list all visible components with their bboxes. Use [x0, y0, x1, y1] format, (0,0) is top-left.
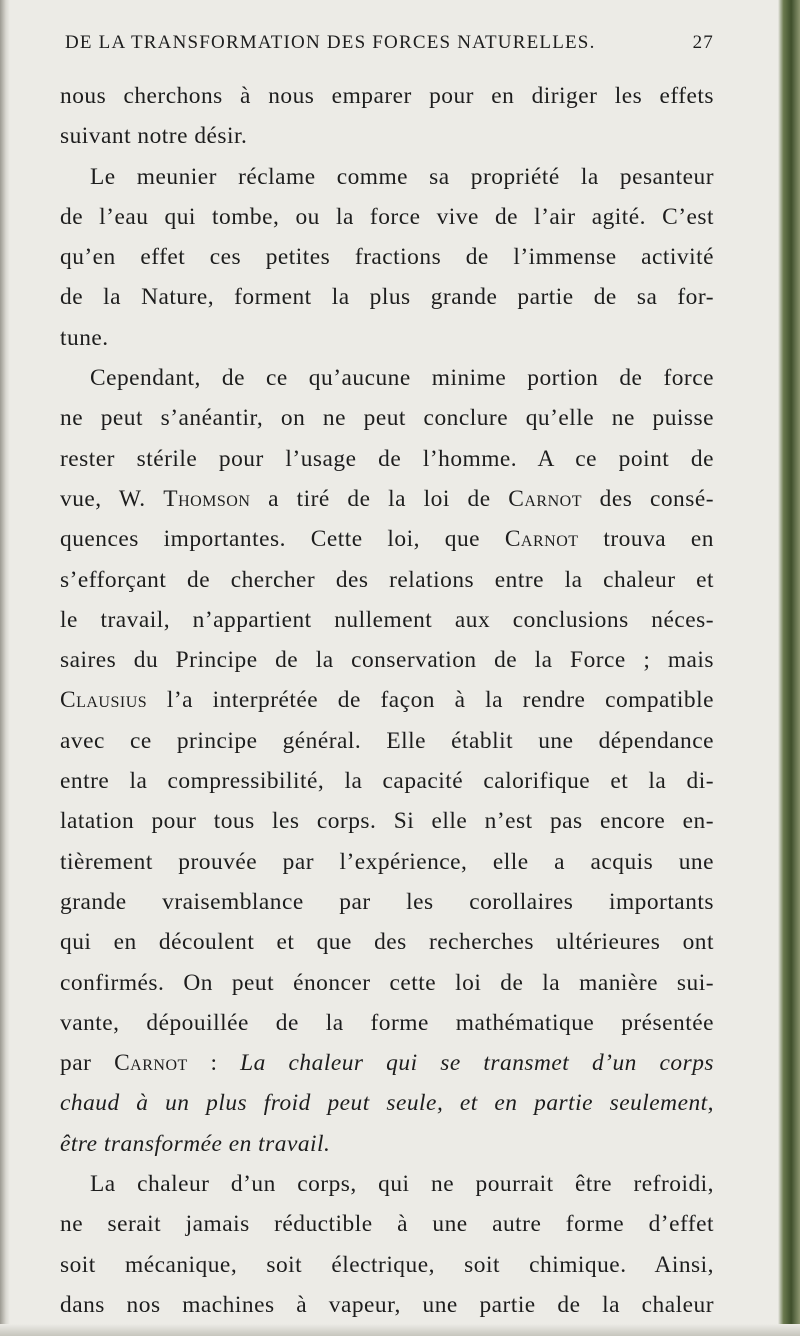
text-line: ne peut s’anéantir, on ne peut conclure qu’elle ne puisse — [60, 405, 714, 432]
text-line: s’efforçant de chercher des relations entre la chaleur et — [60, 566, 714, 593]
text-line: qui en découlent et que des recherches ultérieures ont — [60, 929, 714, 956]
text-line — [60, 1124, 714, 1164]
text-line: quences importantes. Cette loi, que Carnot trouva en — [60, 526, 714, 553]
text-line: tièrement prouvée par l’expérience, elle a acquis une — [60, 848, 714, 875]
text-line — [60, 1083, 714, 1123]
text-line: entre la compressibilité, la capacité calorifique et la di- — [60, 768, 714, 795]
book-page — [60, 32, 714, 1325]
text-line: dans nos machines à vapeur, une partie de la chaleur — [60, 1291, 714, 1318]
text-line: tune. — [60, 324, 109, 351]
body-text — [60, 76, 714, 1325]
text-line: avec ce principe général. Elle établit une dépendance — [60, 727, 714, 754]
text-line: grande vraisemblance par les corollaires importants — [60, 888, 714, 915]
text-line: rester stérile pour l’usage de l’homme. A ce point de — [60, 445, 714, 472]
text-line: ne serait jamais réductible à une autre forme d’effet — [60, 1211, 714, 1238]
page-left-edge — [0, 0, 10, 1336]
text-line: saires du Principe de la conservation de la Force ; mais — [60, 647, 714, 674]
italic-statement: La chaleur qui se transmet d’un corps — [240, 1050, 715, 1077]
line-separator: : — [187, 1050, 241, 1077]
text-line: le travail, n’appartient nullement aux conclusions néces- — [60, 606, 714, 633]
text-line: confirmés. On peut énoncer cette loi de la manière sui- — [60, 969, 714, 996]
text-line: de la Nature, forment la plus grande partie de sa for- — [60, 284, 714, 311]
text-line: soit mécanique, soit électrique, soit chimique. Ainsi, — [60, 1251, 714, 1278]
page-number: 27 — [692, 32, 714, 53]
text-line: Cependant, de ce qu’aucune minime portion de force — [90, 365, 714, 392]
small-caps-name: Carnot — [114, 1050, 188, 1077]
italic-statement: chaud à un plus froid peut seule, et en partie seulement, — [60, 1090, 714, 1117]
text-line: qu’en effet ces petites fractions de l’immense activité — [60, 244, 714, 271]
text-line: La chaleur d’un corps, qui ne pourrait être refroidi, — [90, 1171, 714, 1198]
text-line: suivant notre désir. — [60, 123, 248, 150]
text-line: latation pour tous les corps. Si elle n’est pas encore en- — [60, 808, 714, 835]
text-line: vante, dépouillée de la forme mathématique présentée — [60, 1009, 714, 1036]
text-line: vue, W. Thomson a tiré de la loi de Carnot des consé- — [60, 485, 715, 512]
running-head — [60, 32, 714, 62]
book-binding-edge — [778, 0, 800, 1336]
text-line: nous cherchons à nous emparer pour en diriger les effets — [60, 83, 714, 109]
italic-statement: être transformée en travail. — [60, 1130, 331, 1157]
line-prefix: par — [60, 1050, 115, 1077]
page-bottom-edge — [0, 1324, 800, 1336]
text-line: de l’eau qui tombe, ou la force vive de l’air agité. C’est — [60, 203, 714, 230]
text-line: Le meunier réclame comme sa propriété la pesanteur — [90, 163, 714, 190]
text-line — [60, 1043, 714, 1083]
running-title: DE LA TRANSFORMATION DES FORCES NATURELLES. — [65, 32, 596, 53]
text-line: Clausius l’a interprétée de façon à la rendre compatible — [60, 687, 714, 714]
